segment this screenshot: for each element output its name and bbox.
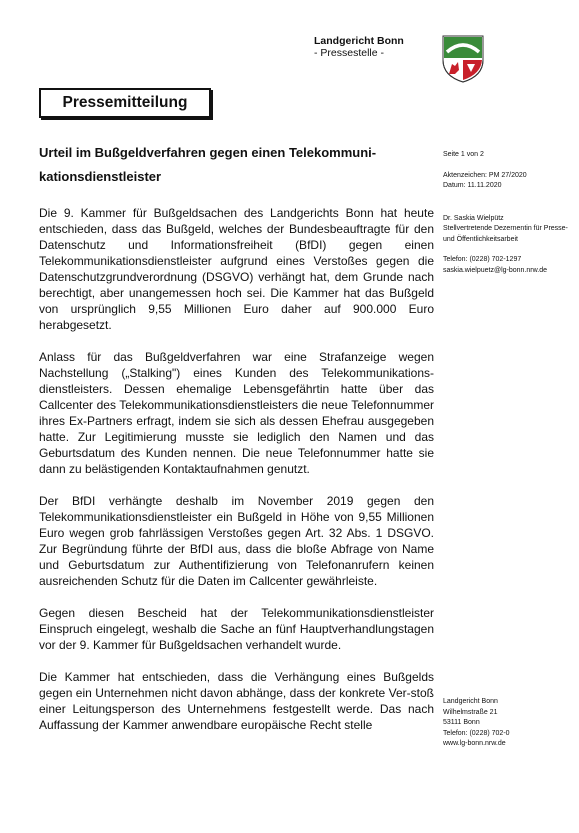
article-headline: Urteil im Bußgeldverfahren gegen einen Telekommuni-kationsdienstleister [39,145,377,184]
address-website[interactable]: www.lg-bonn.nrw.de [443,740,506,747]
address-city: 53111 Bonn [443,719,480,726]
sidebar-meta [443,150,575,276]
nrw-coat-of-arms-icon [441,34,485,84]
paragraph-2: Anlass für das Bußgeldverfahren war eine Strafanzeige wegen Nachstellung („Stalking") eines Kunden des Telekommunikations-dienstleisters. Dessen ehemalige Lebensgefährtin hatte über das Callcenter des Telekommunikationsdienstleisters die neue Telefonnummer ihres Ex-Partners erfragt, indem sie sich als dessen Ehefrau ausgegeben hatte. Zur Legitimierung musste sie lediglich den Namen und das Geburtsdatum des Kunden nennen. Die neue Telefonnummer hatte sie dann zu belästigenden Kontaktaufnahmen genutzt. [39,350,434,476]
paragraph-3: Der BfDI verhängte deshalb im November 2019 gegen den Telekommunikationsdienstleister ein Bußgeld in Höhe von 9,55 Millionen Euro wegen grob fahrlässigen Verstoßes gegen Art. 32 Abs. 1 DSGVO. Zur Begründung führte der BfDI aus, dass die bloße Abfrage von Name und Geburtsdatum zur Authentifizierung von Telefonanrufern keinen ausreichenden Schutz für die Daten im Callcenter gewährleiste. [39,494,434,588]
contact-phone: Telefon: (0228) 702-1297 [443,256,522,263]
reference-number: Aktenzeichen: PM 27/2020 [443,171,527,179]
court-letterhead [314,35,404,59]
press-release-title-box [39,88,211,118]
court-name: Landgericht Bonn [314,35,404,47]
contact-role: Stellvertretende Dezernentin für Presse- und Öffentlichkeitsarbeit [443,225,568,243]
release-date: Datum: 11.11.2020 [443,182,502,189]
contact-name: Dr. Saskia Wielpütz [443,214,504,222]
article-body [39,205,434,749]
contact-email[interactable]: saskia.wielpuetz@lg-bonn.nrw.de [443,266,547,274]
press-office-label: - Pressestelle - [314,47,385,59]
press-release-title: Pressemitteilung [62,94,188,111]
page-number: Seite 1 von 2 [443,151,484,158]
sidebar-address [443,697,575,750]
paragraph-4: Gegen diesen Bescheid hat der Telekommunikationsdienstleister Einspruch eingelegt, weshalb die Sache an fünf Hauptverhandlungstagen vor der 9. Kammer für Bußgeldsachen verhandelt wurde. [39,606,434,652]
address-phone: Telefon: (0228) 702-0 [443,729,510,737]
paragraph-5: Die Kammer hat entschieden, dass die Verhängung eines Bußgelds gegen ein Unternehmen nicht davon abhänge, dass der konkrete Ver-stoß einer Leitungsperson des Unternehmens festgestellt werde. Das nach Auffassung der Kammer anwendbare europäische Recht stelle [39,670,434,732]
address-name: Landgericht Bonn [443,698,498,705]
paragraph-1: Die 9. Kammer für Bußgeldsachen des Landgerichts Bonn hat heute entschieden, dass das Bußgeld, welches der Bundesbeauftragte für den Datenschutz und Informationsfreiheit (BfDI) gegen einen Telekommunikationsdienstleister aufgrund eines Verstoßes gegen die Datenschutzgrundverordnung (DSGVO) verhängt hat, dem Grunde nach berechtigt, aber unangemessen hoch sei. Die Kammer hat das Bußgeld von ursprünglich 9,55 Millionen Euro daher auf 900.000 Euro herabgesetzt. [39,206,434,332]
address-street: Wilhelmstraße 21 [443,708,498,716]
